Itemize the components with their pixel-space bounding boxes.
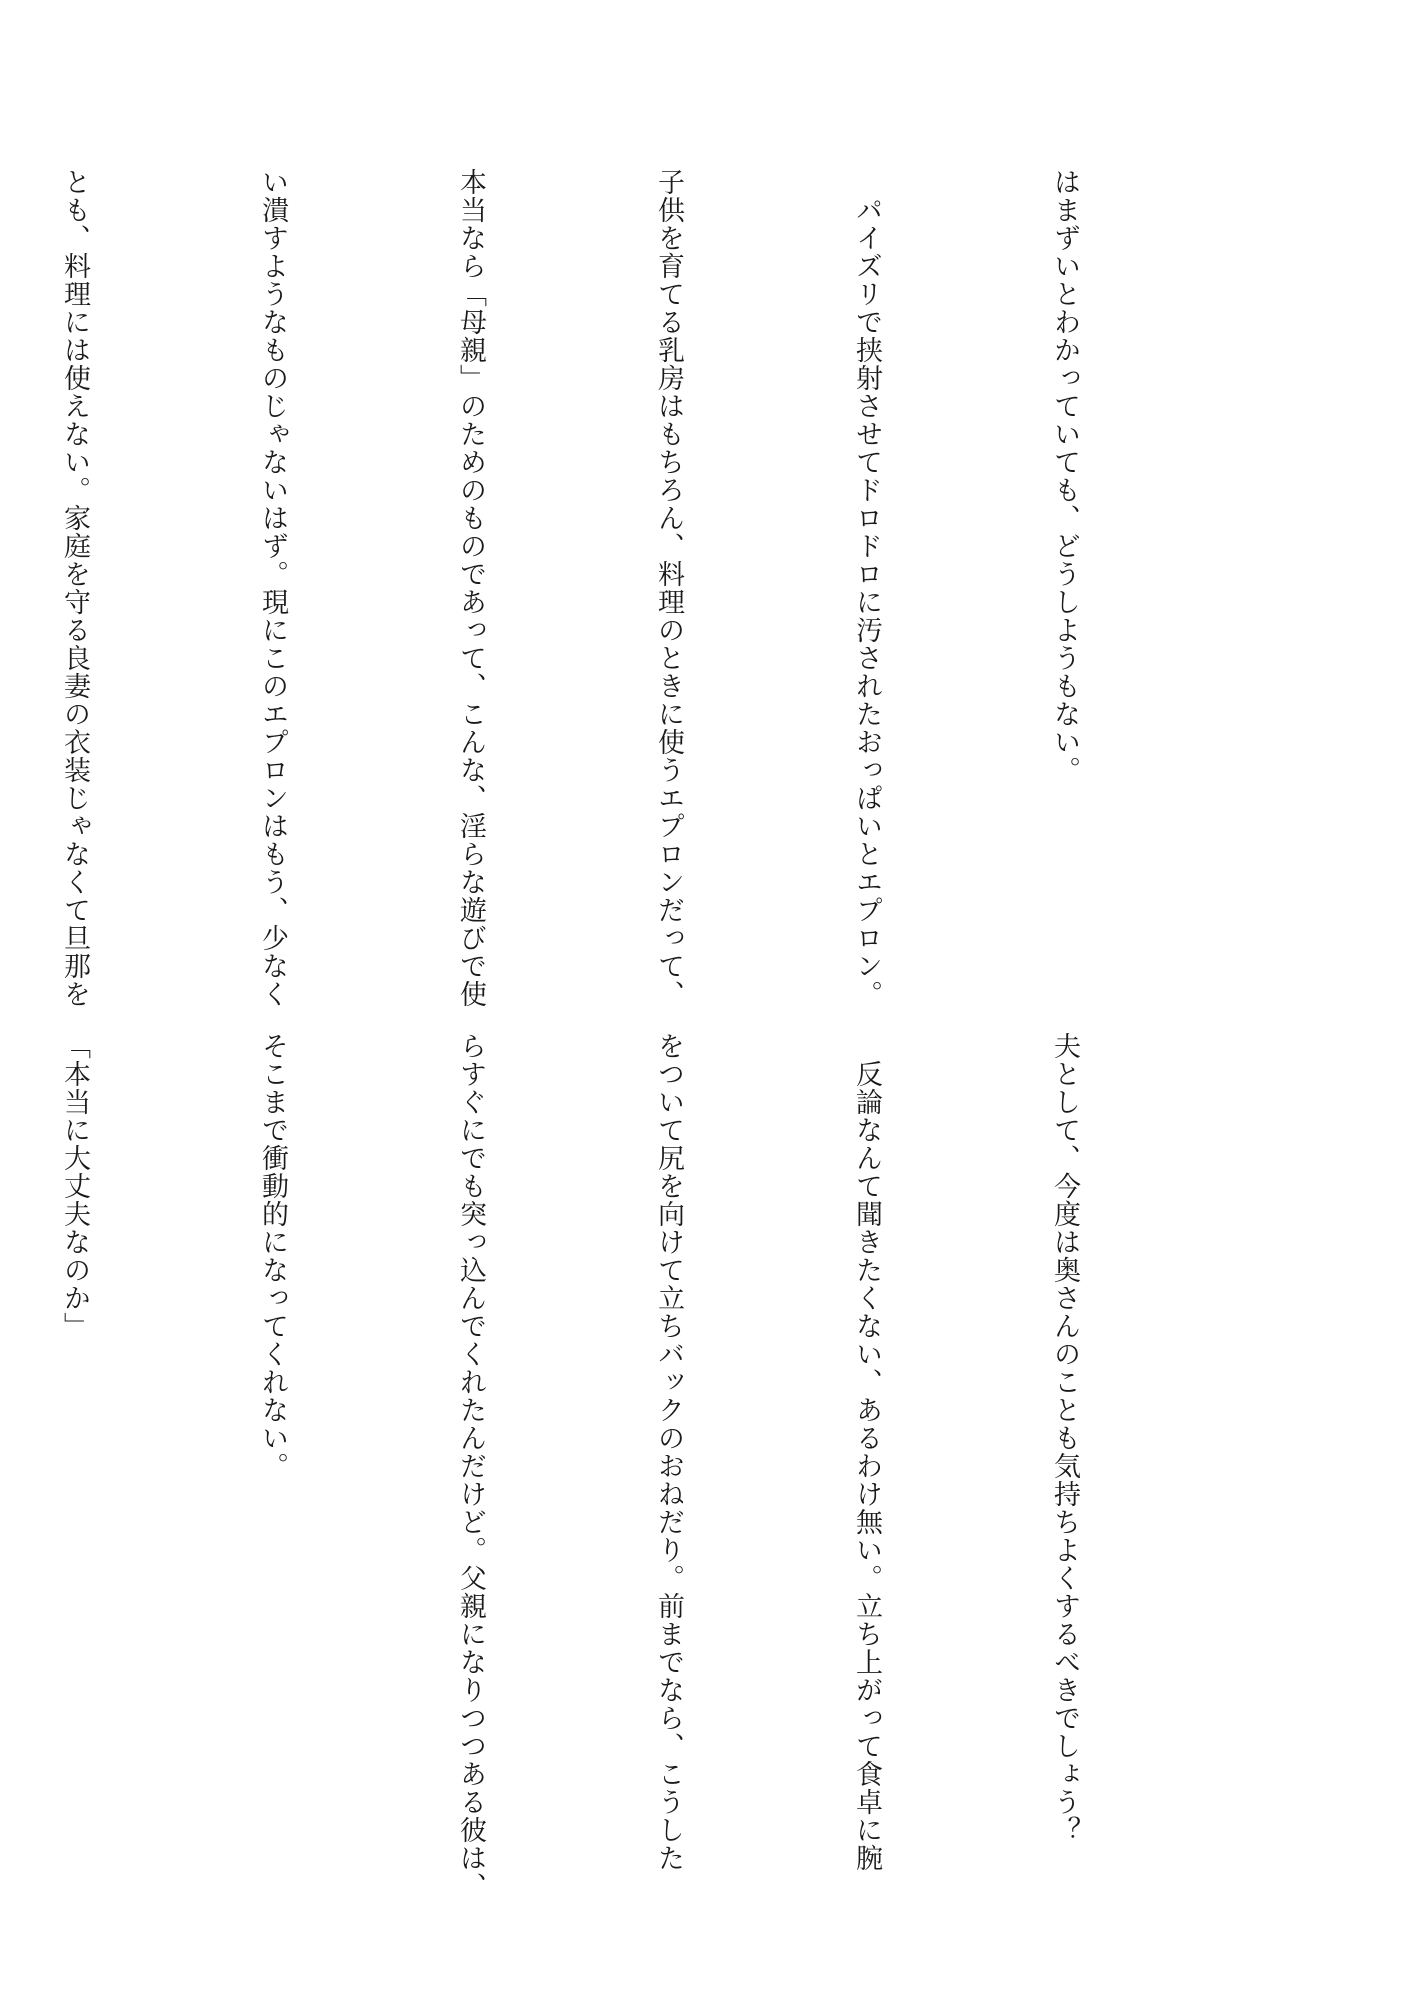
text-line: はまずいとわかっていても、どうしようもない。 [1049, 168, 1080, 784]
text-line: パイズリで挟射させてドロドロに汚されたおっぱいとエプロン。 [851, 168, 882, 1008]
text-line: とも、料理には使えない。家庭を守る良妻の衣装じゃなくて旦那を [59, 168, 90, 1008]
upper-text-block [59, 168, 1229, 1008]
text-line: 本当なら「母親」のためのものであって、こんな、淫らな遊びで使 [455, 168, 486, 1008]
lower-text-block [59, 1032, 1229, 1900]
text-line: 夫として、今度は奥さんのことも気持ちよくするべきでしょう？ [1049, 1032, 1080, 1844]
text-line: そこまで衝動的になってくれない。 [257, 1032, 288, 1480]
text-line: らすぐにでも突っ込んでくれたんだけど。父親になりつつある彼は、 [455, 1032, 486, 1900]
text-line: 反論なんて聞きたくない、あるわけ無い。立ち上がって食卓に腕 [851, 1032, 882, 1872]
text-line: 子供を育てる乳房はもちろん、料理のときに使うエプロンだって、 [653, 168, 684, 1008]
text-line: 「本当に大丈夫なのか」 [59, 1032, 90, 1340]
text-line: い潰すようなものじゃないはず。現にこのエプロンはもう、少なく [257, 168, 288, 1008]
text-line: をついて尻を向けて立ちバックのおねだり。前までなら、こうした [653, 1032, 684, 1872]
